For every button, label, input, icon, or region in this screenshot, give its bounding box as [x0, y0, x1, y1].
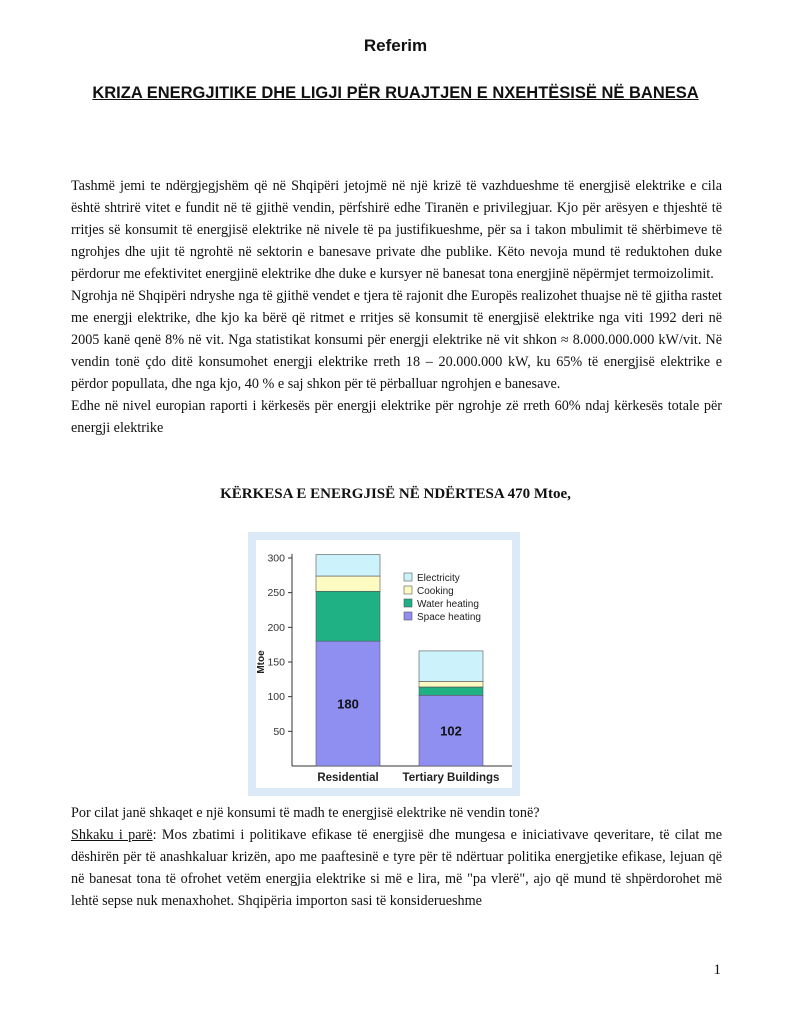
y-tick-label: 150: [267, 656, 285, 669]
y-axis-label: Mtoe: [256, 650, 267, 674]
chart-caption: KËRKESA E ENERGJISË NË NDËRTESA 470 Mtoe,: [220, 486, 571, 502]
bar-data-label: 180: [337, 696, 359, 712]
paragraph-1: Tashmë jemi te ndërgjegjshëm që në Shqipëri jetojmë në një krizë të vazhdueshme të energjisë elektrike e cila është shtrirë vitet e fundit në të gjithë vendin, përfshirë edhe Tiranën e privilegjuar. Kjo për arësyen e thjeshtë të rritjes së konsumit të energjisë elektrike në nivele të pa justifikueshme, për sa i takon mbulimit të shërbimeve të ngrohjes dhe ujit të ngrohtë në sektorin e banesave private dhe publike. Këto nevoja mund të reduktohen duke përdorur me efektivitet energjinë elektrike dhe duke e kursyer në banesat tona energjinë nëpërmjet termoizolimit.: [71, 178, 722, 282]
y-tick-label: 100: [267, 691, 285, 704]
bar-segment-cooking: [419, 681, 483, 687]
bar-segment-cooking: [316, 576, 380, 591]
chart-canvas: [248, 532, 520, 796]
legend-label: Cooking: [417, 586, 454, 597]
page-number: 1: [713, 962, 721, 978]
legend-label: Water heating: [417, 599, 479, 610]
bar-data-label: 102: [440, 723, 462, 739]
legend-label: Space heating: [417, 612, 481, 623]
legend-swatch: [404, 573, 412, 581]
cause-paragraph: [71, 824, 722, 912]
document-title: KRIZA ENERGJITIKE DHE LIGJI PËR RUAJTJEN E NXEHTËSISË NË BANESA: [92, 84, 699, 102]
y-tick-label: 300: [267, 552, 285, 565]
category-label: Tertiary Buildings: [402, 772, 500, 784]
bar-segment-electricity: [419, 651, 483, 682]
category-label: Residential: [317, 772, 379, 784]
legend-swatch: [404, 586, 412, 594]
legend-swatch: [404, 612, 412, 620]
bar-segment-water-heating: [419, 687, 483, 695]
causes-text: [71, 802, 722, 912]
y-tick-label: 250: [267, 587, 285, 600]
bar-segment-water-heating: [316, 591, 380, 641]
intro-text: [71, 175, 722, 439]
legend-label: Electricity: [417, 573, 460, 584]
cause-text: : Mos zbatimi i politikave efikase të energjisë dhe mungesa e iniciativave qeveritare, të cilat me dëshirën për të anashkaluar krizën, apo me paaftesinë e tyre për të ndërtuar politika energjetike efikase, lejuan që në banesat tona të ofrohet vetëm energjia elektrike si më e lira, më "pa vlerë", ajo që mund të shpërdorohet më lehtë sepse nuk menaxhohet. Shqipëria importon sasi të konsiderueshme: [71, 827, 722, 909]
paragraph-3: Edhe në nivel europian raporti i kërkesës për energji elektrike për ngrohje zë rreth 60% ndaj kërkesës totale për energji elektrike: [71, 398, 722, 436]
legend-swatch: [404, 599, 412, 607]
paragraph-2: Ngrohja në Shqipëri ndryshe nga të gjithë vendet e tjera të rajonit dhe Europës realizohet thuajse në të gjitha rastet me energji elektrike, dhe kjo ka bërë që ritmet e rritjes së konsumit të energjisë elektrike nga viti 1992 deri në 2005 kanë qenë 8% në vit. Nga statistikat konsumi për energji elektrike në vit shkon ≈ 8.000.000.000 kW/vit. Në vendin tonë çdo ditë konsumohet energji elektrike rreth 18 – 20.000.000 kW, ku 65% të energjisë elektrike e përdor popullata, dhe nga kjo, 40 % e saj shkon për të përballuar ngrohjen e banesave.: [71, 288, 722, 392]
page-label: Referim: [363, 36, 428, 55]
energy-demand-chart: [248, 532, 520, 796]
y-tick-label: 50: [273, 725, 285, 738]
cause-label: Shkaku i parë: [71, 827, 153, 843]
bar-segment-electricity: [316, 555, 380, 576]
y-tick-label: 200: [267, 621, 285, 634]
question-paragraph: Por cilat janë shkaqet e një konsumi të madh te energjisë elektrike në vendin tonë?: [71, 805, 540, 821]
